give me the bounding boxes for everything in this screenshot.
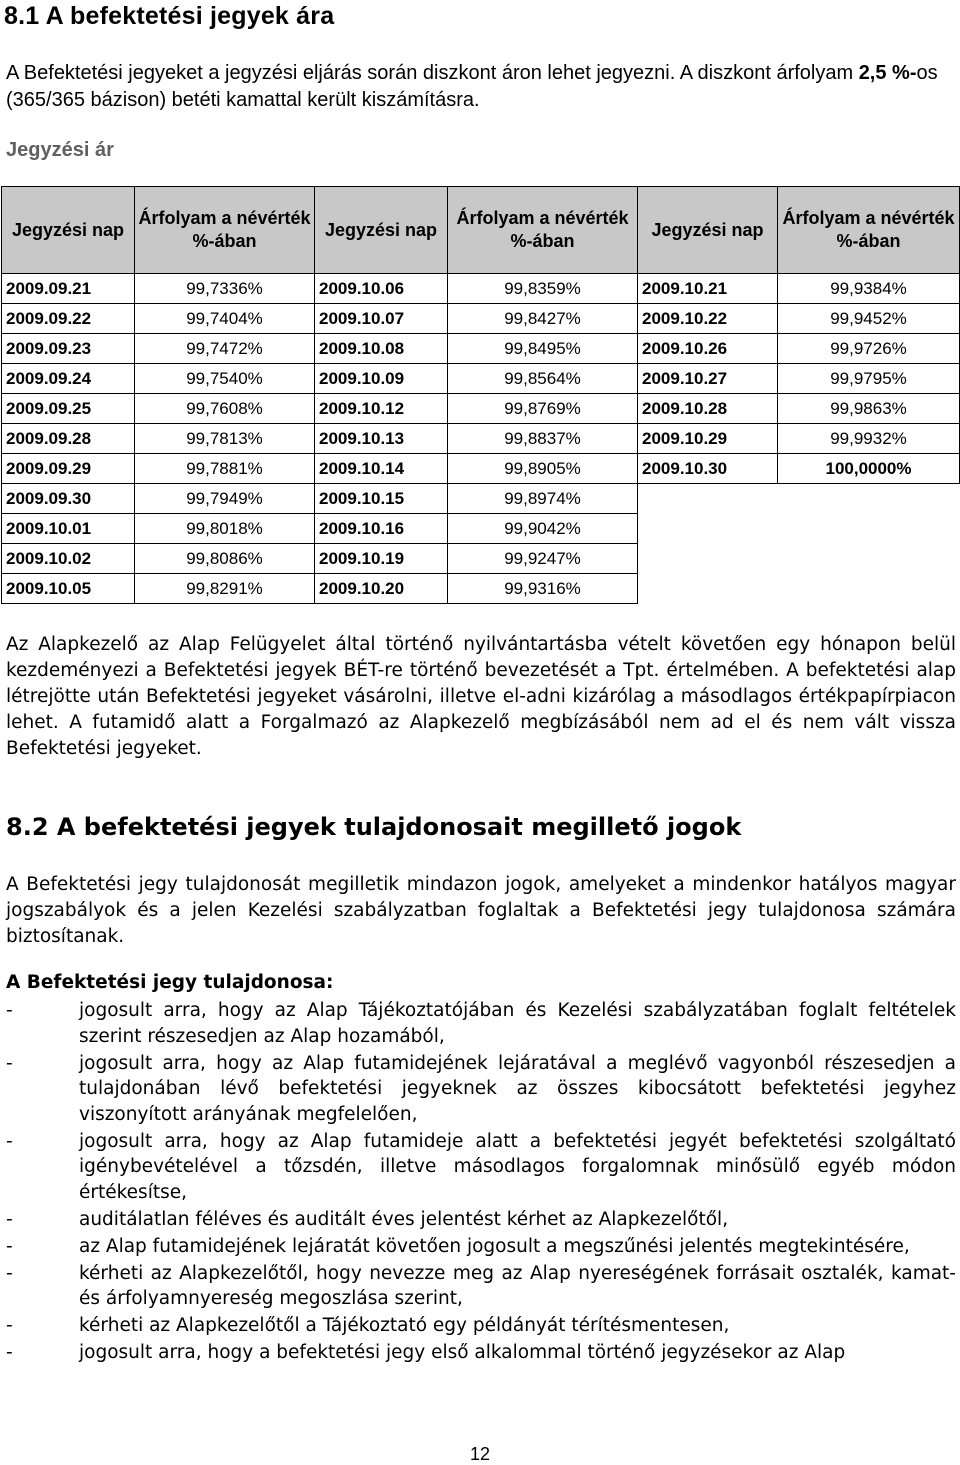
col-header-date-3: Jegyzési nap: [638, 187, 778, 274]
intro-text-part1: A Befektetési jegyeket a jegyzési eljárás során diszkont áron lehet jegyezni. A diszkont árfolyam: [6, 62, 859, 84]
table-cell-rate: 99,8769%: [448, 394, 638, 424]
intro-rate-bold: 2,5 %-: [858, 62, 917, 84]
holder-subheading: A Befektetési jegy tulajdonosa:: [6, 972, 334, 993]
list-dash: -: [6, 1235, 13, 1257]
col-header-rate-1: Árfolyam a névérték %-ában: [135, 187, 315, 274]
table-cell-date: 2009.09.29: [2, 454, 135, 484]
list-item: [6, 1340, 956, 1366]
table-cell-date: 2009.09.21: [2, 274, 135, 304]
table-cell-rate: 99,9316%: [448, 574, 638, 604]
table-cell-rate: 99,8291%: [135, 574, 315, 604]
list-item-text: jogosult arra, hogy az Alap Tájékoztatójában és Kezelési szabályzatában foglalt feltételek szerint részesedjen az Alap hozamából,: [79, 1000, 956, 1047]
intro-text-part2: os (365/365 bázison) betéti kamattal került kiszámításra.: [6, 62, 938, 111]
table-cell-date: 2009.10.12: [315, 394, 448, 424]
list-item-text: kérheti az Alapkezelőtől, hogy nevezze meg az Alap nyereségének forrásait osztalék, kamat- és árfolyamnyereség megoszlása szerint,: [79, 1262, 956, 1309]
table-cell-date: 2009.09.22: [2, 304, 135, 334]
list-item: [6, 1129, 956, 1206]
table-cell-rate: 99,9932%: [778, 424, 960, 454]
table-title: Jegyzési ár: [6, 139, 114, 161]
table-row: [2, 394, 960, 424]
table-cell-date: 2009.10.19: [315, 544, 448, 574]
table-cell-rate: 99,7540%: [135, 364, 315, 394]
list-dash: -: [6, 1262, 13, 1284]
list-item-text: jogosult arra, hogy az Alap futamidejének lejáratával a meglévő vagyonból részesedjen a tulajdonában lévő befektetési jegyeknek az összes kibocsátott befektetési jegyhez viszonyított arányának megfelelően,: [79, 1052, 956, 1125]
table-cell-rate: [778, 574, 960, 604]
table-row: [2, 544, 960, 574]
table-cell-date: [638, 514, 778, 544]
table-row: [2, 454, 960, 484]
list-item: [6, 998, 956, 1049]
table-cell-date: 2009.10.02: [2, 544, 135, 574]
table-cell-date: [638, 484, 778, 514]
table-row: [2, 574, 960, 604]
table-cell-date: [638, 544, 778, 574]
table-cell-rate: 99,9384%: [778, 274, 960, 304]
table-cell-date: 2009.10.29: [638, 424, 778, 454]
table-cell-rate: 99,8974%: [448, 484, 638, 514]
table-cell-rate: 99,9042%: [448, 514, 638, 544]
list-item: [6, 1313, 956, 1339]
table-row: [2, 304, 960, 334]
table-row: [2, 364, 960, 394]
list-dash: -: [6, 1208, 13, 1230]
table-cell-rate: 99,8495%: [448, 334, 638, 364]
table-cell-rate: 99,9795%: [778, 364, 960, 394]
table-cell-rate: 100,0000%: [778, 454, 960, 484]
page-number: 12: [469, 1444, 491, 1464]
table-row: [2, 484, 960, 514]
col-header-date-1: Jegyzési nap: [2, 187, 135, 274]
list-item: [6, 1234, 956, 1260]
list-item: [6, 1207, 956, 1233]
table-cell-date: 2009.10.07: [315, 304, 448, 334]
table-cell-rate: 99,9863%: [778, 394, 960, 424]
table-row: [2, 424, 960, 454]
list-dash: -: [6, 1130, 13, 1152]
table-cell-date: 2009.10.09: [315, 364, 448, 394]
table-cell-date: 2009.10.28: [638, 394, 778, 424]
col-header-rate-2: Árfolyam a névérték %-ában: [448, 187, 638, 274]
table-cell-rate: 99,8905%: [448, 454, 638, 484]
list-item-text: auditálatlan féléves és auditált éves jelentést kérhet az Alapkezelőtől,: [79, 1208, 729, 1230]
table-row: [2, 334, 960, 364]
table-cell-date: 2009.09.28: [2, 424, 135, 454]
table-cell-rate: 99,9452%: [778, 304, 960, 334]
table-cell-rate: 99,7404%: [135, 304, 315, 334]
list-dash: -: [6, 1052, 13, 1074]
listing-paragraph: Az Alapkezelő az Alap Felügyelet által történő nyilvántartásba vételt követően egy hónapon belül kezdeményezi a Befektetési jegyek BÉT-re történő bevezetését a Tpt. értelmében. A befektetési alap létrejötte után Befektetési jegyeket vásárolni, illetve el-adni kizárólag a másodlagos értékpapírpiacon lehet. A futamidő alatt a Forgalmazó az Alapkezelő megbízásából nem ad el és nem vált vissza Befektetési jegyeket.: [6, 634, 956, 759]
table-cell-date: 2009.10.05: [2, 574, 135, 604]
table-cell-date: 2009.10.15: [315, 484, 448, 514]
table-cell-date: 2009.10.20: [315, 574, 448, 604]
table-cell-rate: 99,7608%: [135, 394, 315, 424]
table-cell-date: 2009.10.26: [638, 334, 778, 364]
table-cell-date: 2009.10.13: [315, 424, 448, 454]
list-item-text: kérheti az Alapkezelőtől a Tájékoztató egy példányát térítésmentesen,: [79, 1315, 730, 1336]
table-cell-rate: 99,8564%: [448, 364, 638, 394]
list-item-text: jogosult arra, hogy a befektetési jegy első alkalommal történő jegyzésekor az Alap: [79, 1342, 846, 1363]
table-cell-date: 2009.10.01: [2, 514, 135, 544]
table-cell-rate: 99,8018%: [135, 514, 315, 544]
table-cell-date: 2009.10.08: [315, 334, 448, 364]
table-cell-date: [638, 574, 778, 604]
section-heading-8-2: 8.2 A befektetési jegyek tulajdonosait megillető jogok: [6, 813, 742, 841]
table-cell-date: 2009.10.21: [638, 274, 778, 304]
table-cell-rate: 99,8837%: [448, 424, 638, 454]
table-cell-rate: 99,7813%: [135, 424, 315, 454]
table-header-row: [2, 187, 960, 274]
table-cell-date: 2009.09.25: [2, 394, 135, 424]
table-cell-rate: 99,7949%: [135, 484, 315, 514]
holder-rights-list: [6, 998, 956, 1367]
table-cell-date: 2009.10.27: [638, 364, 778, 394]
table-cell-date: 2009.09.30: [2, 484, 135, 514]
subscription-price-table: [1, 186, 960, 604]
table-cell-rate: 99,9247%: [448, 544, 638, 574]
table-body: [2, 274, 960, 604]
table-cell-date: 2009.09.23: [2, 334, 135, 364]
list-dash: -: [6, 1342, 13, 1363]
table-cell-rate: 99,8359%: [448, 274, 638, 304]
table-cell-date: 2009.09.24: [2, 364, 135, 394]
section-heading-8-1: 8.1 A befektetési jegyek ára: [4, 2, 335, 30]
list-dash: -: [6, 1000, 13, 1021]
list-item: [6, 1051, 956, 1128]
col-header-rate-3: Árfolyam a névérték %-ában: [778, 187, 960, 274]
intro-paragraph: [6, 60, 956, 114]
table-cell-rate: 99,8427%: [448, 304, 638, 334]
table-cell-rate: 99,9726%: [778, 334, 960, 364]
table-cell-rate: [778, 544, 960, 574]
table-cell-rate: 99,8086%: [135, 544, 315, 574]
table-cell-rate: 99,7472%: [135, 334, 315, 364]
table-row: [2, 514, 960, 544]
table-cell-rate: [778, 484, 960, 514]
table-cell-date: 2009.10.16: [315, 514, 448, 544]
list-dash: -: [6, 1315, 13, 1336]
table-cell-date: 2009.10.22: [638, 304, 778, 334]
table-cell-rate: 99,7336%: [135, 274, 315, 304]
table-cell-rate: [778, 514, 960, 544]
table-cell-date: 2009.10.14: [315, 454, 448, 484]
table-row: [2, 274, 960, 304]
list-item-text: jogosult arra, hogy az Alap futamideje alatt a befektetési jegyét befektetési szolgáltató igénybevételével a tőzsdén, illetve másodlagos forgalomnak minősülő egyéb módon értékesítse,: [79, 1130, 956, 1203]
table-cell-date: 2009.10.06: [315, 274, 448, 304]
rights-intro-paragraph: A Befektetési jegy tulajdonosát megilletik mindazon jogok, amelyeket a mindenkor hatályos magyar jogszabályok és a jelen Kezelési szabályzatban foglaltak a Befektetési jegy tulajdonosa számára biztosítanak.: [6, 874, 956, 947]
col-header-date-2: Jegyzési nap: [315, 187, 448, 274]
table-cell-rate: 99,7881%: [135, 454, 315, 484]
table-cell-date: 2009.10.30: [638, 454, 778, 484]
list-item: [6, 1261, 956, 1312]
list-item-text: az Alap futamidejének lejáratát követően jogosult a megszűnési jelentés megtekintésére,: [79, 1235, 910, 1257]
